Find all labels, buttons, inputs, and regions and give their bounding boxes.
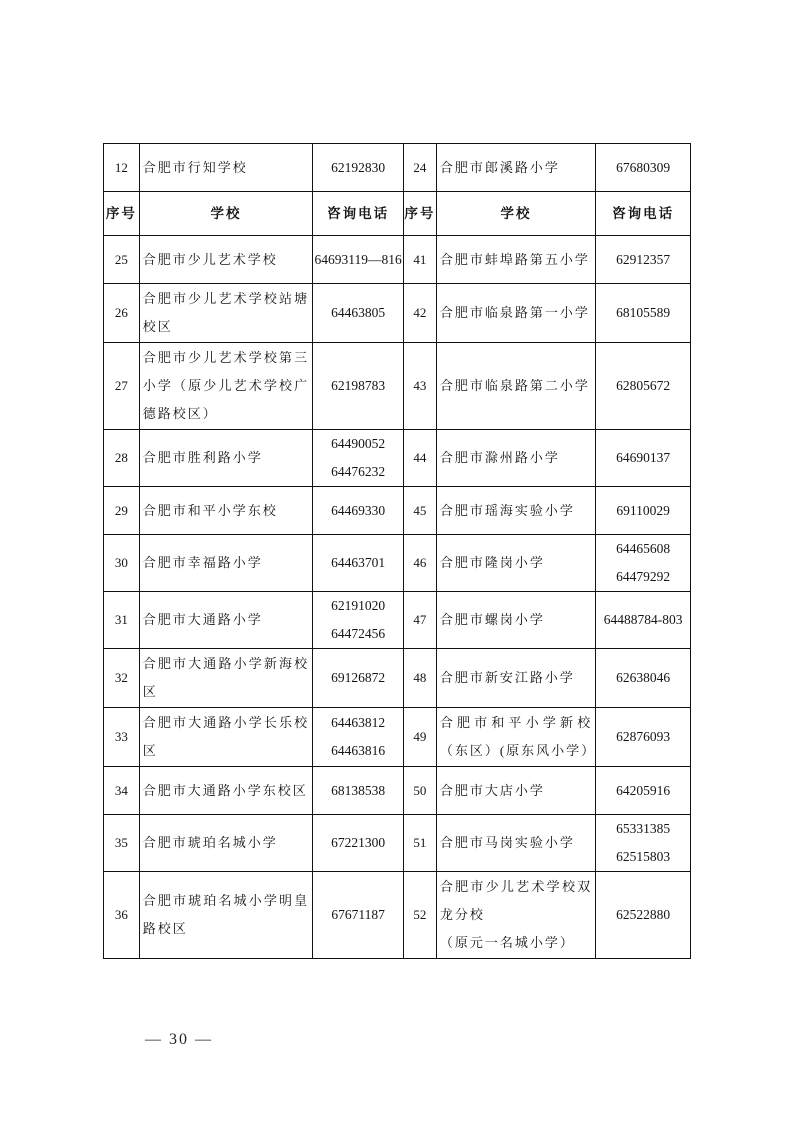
row-number-cell: 46 <box>404 535 437 591</box>
school-name-cell: 合肥市滁州路小学 <box>437 430 596 486</box>
school-name-cell: 合肥市郎溪路小学 <box>437 144 596 191</box>
school-phone-table <box>103 143 691 959</box>
row-number-cell: 31 <box>104 592 140 648</box>
school-name-cell: 合肥市行知学校 <box>140 144 313 191</box>
phone-number-cell: 62191020 64472456 <box>313 592 404 648</box>
phone-number-cell: 62198783 <box>313 343 404 429</box>
school-name-cell: 合肥市和平小学东校 <box>140 487 313 534</box>
table-row <box>104 284 690 343</box>
header-cell-no: 序号 <box>104 192 140 235</box>
table-row <box>104 649 690 708</box>
phone-number-cell: 68105589 <box>616 305 671 320</box>
row-number-cell: 47 <box>404 592 437 648</box>
row-number-cell: 45 <box>404 487 437 534</box>
row-number-cell: 44 <box>404 430 437 486</box>
table-row <box>104 236 690 284</box>
row-number-cell: 28 <box>104 430 140 486</box>
school-name-cell: 合肥市临泉路第二小学 <box>437 343 596 429</box>
school-name-cell: 合肥市少儿艺术学校 <box>140 236 313 283</box>
phone-number-cell: 64693119—816 <box>313 236 404 283</box>
school-name-cell: 合肥市临泉路第一小学 <box>437 284 596 342</box>
school-name-cell: 合肥市大通路小学东校区 <box>140 767 313 814</box>
row-number-cell: 24 <box>404 144 437 191</box>
phone-number-cell: 62192830 <box>313 144 404 191</box>
school-name-cell: 合肥市蚌埠路第五小学 <box>437 236 596 283</box>
phone-number-cell: 64465608 64479292 <box>616 541 671 584</box>
phone-number-cell: 64469330 <box>313 487 404 534</box>
row-number-cell: 36 <box>104 872 140 958</box>
row-number-cell: 48 <box>404 649 437 707</box>
school-name-cell: 合肥市幸福路小学 <box>140 535 313 591</box>
row-number-cell: 12 <box>104 144 140 191</box>
phone-number-cell: 64463701 <box>313 535 404 591</box>
header-cell-no: 序号 <box>404 192 437 235</box>
phone-number-cell: 62522880 <box>616 907 671 922</box>
row-number-cell: 25 <box>104 236 140 283</box>
header-cell-school: 学校 <box>437 192 596 235</box>
phone-number-cell: 64690137 <box>616 450 671 465</box>
school-name-cell: 合肥市大通路小学新海校区 <box>140 649 313 707</box>
school-name-cell: 合肥市马岗实验小学 <box>437 815 596 871</box>
header-cell-school: 学校 <box>140 192 313 235</box>
phone-number-cell: 67680309 <box>616 159 671 175</box>
row-number-cell: 51 <box>404 815 437 871</box>
phone-number-cell: 67671187 <box>313 872 404 958</box>
school-name-cell: 合肥市琥珀名城小学明皇路校区 <box>140 872 313 958</box>
school-name-cell: 合肥市和平小学新校（东区）(原东风小学） <box>437 708 596 766</box>
school-name-cell: 合肥市大通路小学长乐校区 <box>140 708 313 766</box>
school-name-cell: 合肥市少儿艺术学校双龙分校 （原元一名城小学） <box>437 872 596 958</box>
header-cell-phone: 咨询电话 <box>612 205 675 221</box>
phone-number-cell: 64488784-803 <box>603 612 683 627</box>
row-number-cell: 41 <box>404 236 437 283</box>
table-row <box>104 430 690 487</box>
table-header-row <box>104 192 690 236</box>
table-row <box>104 592 690 649</box>
row-number-cell: 27 <box>104 343 140 429</box>
row-number-cell: 34 <box>104 767 140 814</box>
phone-number-cell: 62638046 <box>616 670 671 685</box>
row-number-cell: 33 <box>104 708 140 766</box>
phone-number-cell: 64463805 <box>313 284 404 342</box>
phone-number-cell: 68138538 <box>313 767 404 814</box>
phone-number-cell: 62876093 <box>616 729 671 744</box>
school-name-cell: 合肥市少儿艺术学校站塘校区 <box>140 284 313 342</box>
phone-number-cell: 67221300 <box>313 815 404 871</box>
school-name-cell: 合肥市大店小学 <box>437 767 596 814</box>
row-number-cell: 32 <box>104 649 140 707</box>
phone-number-cell: 62805672 <box>616 378 671 393</box>
row-number-cell: 26 <box>104 284 140 342</box>
row-number-cell: 50 <box>404 767 437 814</box>
table-row <box>104 535 690 592</box>
school-name-cell: 合肥市螺岗小学 <box>437 592 596 648</box>
phone-number-cell: 65331385 62515803 <box>616 821 671 864</box>
table-row <box>104 144 690 192</box>
school-name-cell: 合肥市少儿艺术学校第三小学（原少儿艺术学校广德路校区） <box>140 343 313 429</box>
row-number-cell: 43 <box>404 343 437 429</box>
table-row <box>104 708 690 767</box>
phone-number-cell: 64205916 <box>616 782 671 798</box>
table-row <box>104 815 690 872</box>
school-name-cell: 合肥市大通路小学 <box>140 592 313 648</box>
school-name-cell: 合肥市隆岗小学 <box>437 535 596 591</box>
page-number: — 30 — <box>145 1031 213 1048</box>
header-cell-phone: 咨询电话 <box>313 192 404 235</box>
row-number-cell: 35 <box>104 815 140 871</box>
table-row <box>104 343 690 430</box>
phone-number-cell: 62912357 <box>616 251 671 267</box>
row-number-cell: 49 <box>404 708 437 766</box>
row-number-cell: 42 <box>404 284 437 342</box>
school-name-cell: 合肥市胜利路小学 <box>140 430 313 486</box>
table-row <box>104 487 690 535</box>
phone-number-cell: 69110029 <box>616 502 670 518</box>
phone-number-cell: 69126872 <box>313 649 404 707</box>
row-number-cell: 52 <box>404 872 437 958</box>
phone-number-cell: 64490052 64476232 <box>313 430 404 486</box>
table-row <box>104 872 690 958</box>
row-number-cell: 30 <box>104 535 140 591</box>
school-name-cell: 合肥市新安江路小学 <box>437 649 596 707</box>
table-row <box>104 767 690 815</box>
row-number-cell: 29 <box>104 487 140 534</box>
school-name-cell: 合肥市琥珀名城小学 <box>140 815 313 871</box>
phone-number-cell: 64463812 64463816 <box>313 708 404 766</box>
school-name-cell: 合肥市瑶海实验小学 <box>437 487 596 534</box>
